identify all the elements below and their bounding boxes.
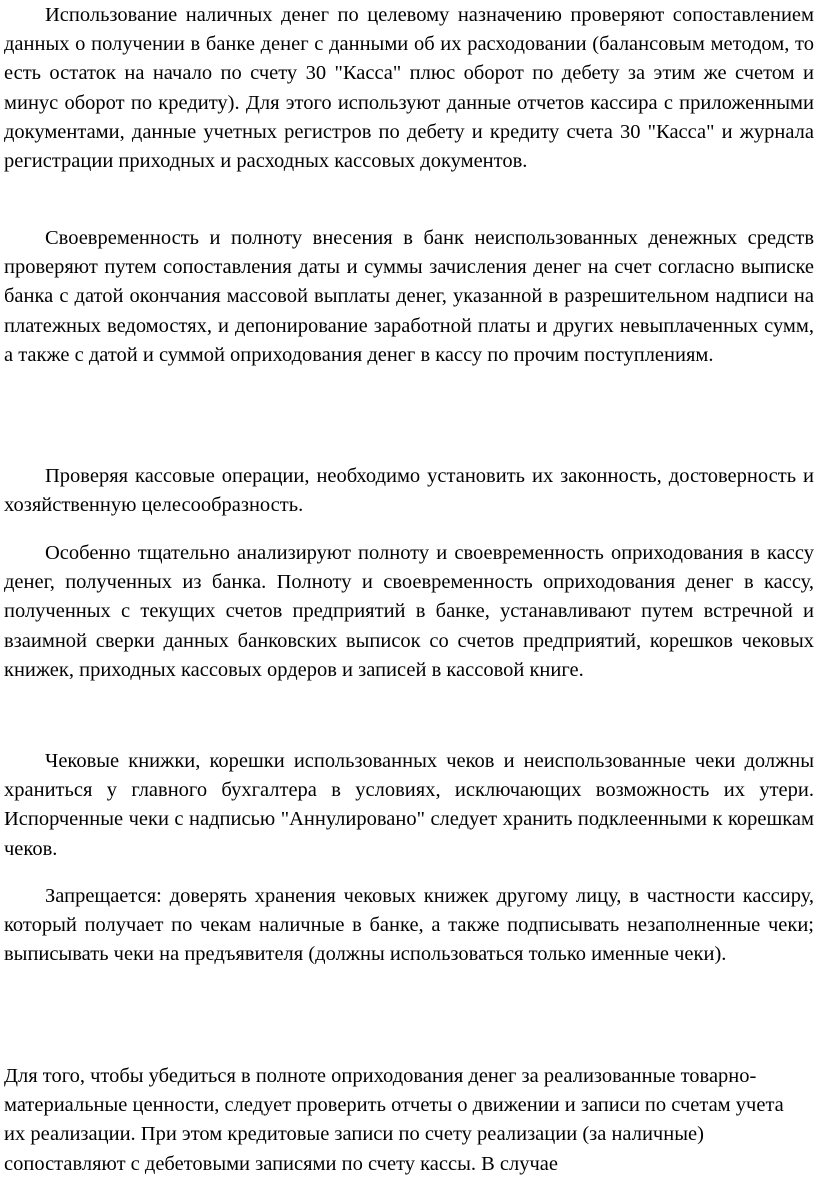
paragraph-checkbook-storage: Чековые книжки, корешки использованных чеков и неиспользованные чеки должны храниться у главного бухгалтера в условиях, исключающих возможность их утери. Испорченные чеки с надписью "Аннулировано" следует хранить подклеенными к корешкам чеков. <box>4 750 814 860</box>
paragraph-prohibitions: Запрещается: доверять хранения чековых книжек другому лицу, в частности кассиру, который получает по чекам наличные в банке, а также подписывать незаполненные чеки; выписывать чеки на предъявителя (должны использоваться только именные чеки). <box>4 885 814 966</box>
paragraph-cash-operations-legality: Проверяя кассовые операции, необходимо установить их законность, достоверность и хозяйственную целесообразность. <box>4 465 814 517</box>
paragraph-bank-deposit-timeliness: Своевременность и полноту внесения в банк неиспользованных денежных средств проверяют путем сопоставления даты и суммы зачисления денег на счет согласно выписке банка с датой окончания массовой выплаты денег, указанной в разрешительном надписи на платежных ведомостях, и депонирование заработной платы и других невыплаченных сумм, а также с датой и суммой оприходования денег в кассу по прочим поступлениям. <box>4 227 814 366</box>
paragraph-cash-usage-check: Использование наличных денег по целевому назначению проверяют сопоставлением данных о получении в банке денег с данными об их расходовании (балансовым методом, то есть остаток на начало по счету 30 "Касса" плюс оборот по дебету за этим же счетом и минус оборот по кредиту). Для этого используют данные отчетов кассира с приложенными документами, данные учетных регистров по дебету и кредиту счета 30 "Касса" и журнала регистрации приходных и расходных кассовых документов. <box>4 4 814 173</box>
paragraph-sales-receipt-check: Для того, чтобы убедиться в полноте оприходования денег за реализованные товарно-материальные ценности, следует проверить отчеты о движении и записи по счетам учета их реализации. При этом кредитовые записи по счету реализации (за наличные) сопоставляют с дебетовыми записями по счету кассы. В случае <box>4 1065 784 1175</box>
paragraph-cash-receipt-completeness: Особенно тщательно анализируют полноту и своевременность оприходования в кассу денег, полученных из банка. Полноту и своевременность оприходования денег в кассу, полученных с текущих счетов предприятий в банке, устанавливают путем встречной и взаимной сверки данных банковских выписок со счетов предприятий, корешков чековых книжек, приходных кассовых ордеров и записей в кассовой книге. <box>4 542 814 681</box>
